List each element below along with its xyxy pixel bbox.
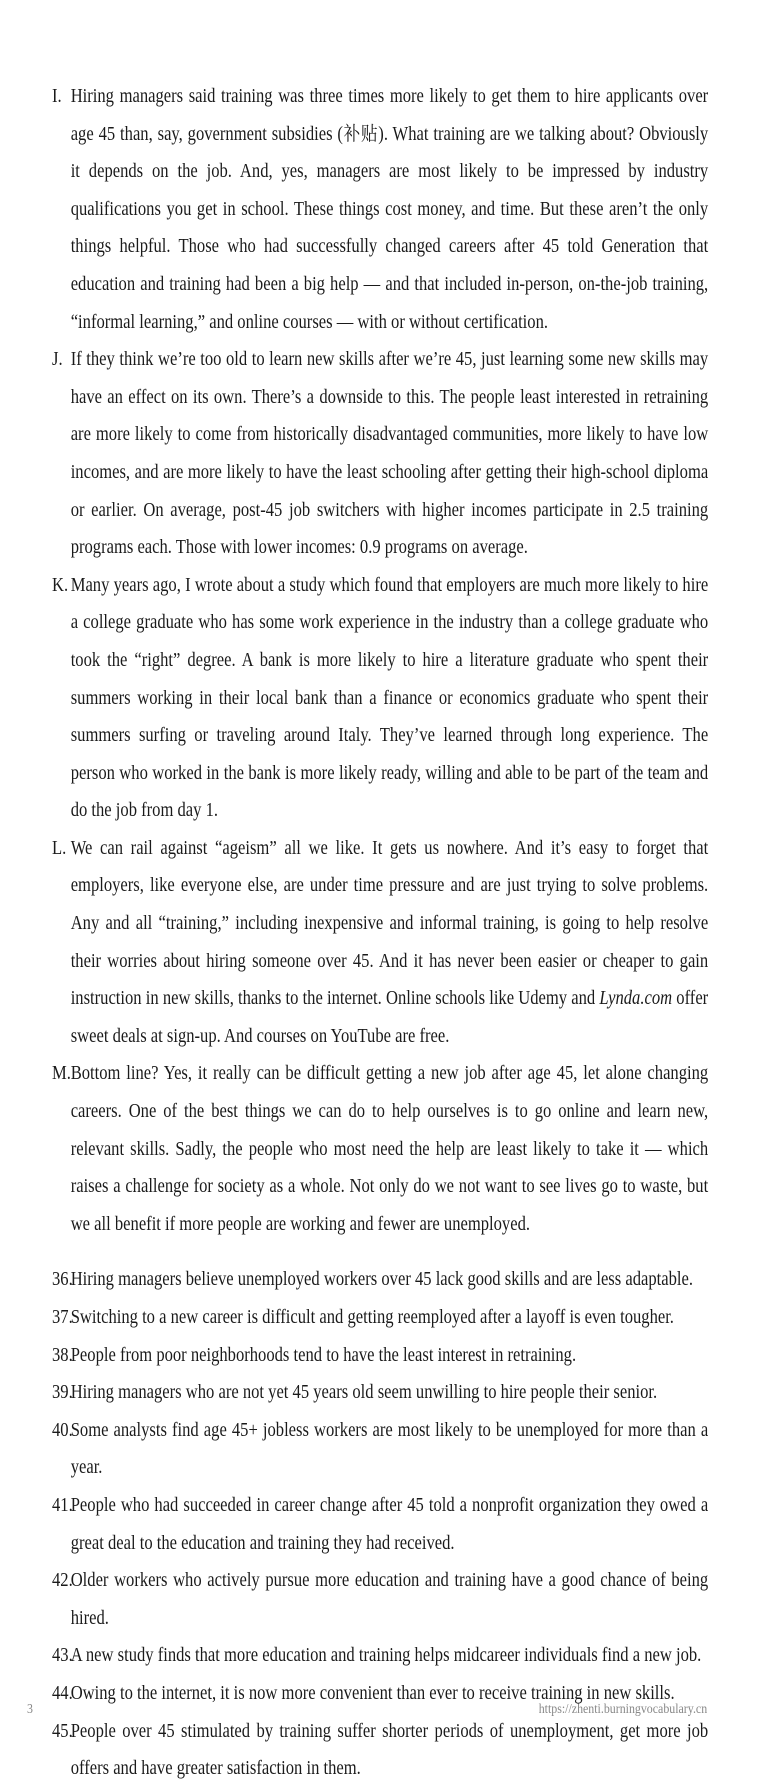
question-text: Switching to a new career is difficult and getting reemployed after a layoff is even tougher. xyxy=(70,1307,674,1328)
question-text: Hiring managers who are not yet 45 years old seem unwilling to hire people their senior. xyxy=(70,1382,658,1404)
paragraph-text-end: offer sweet deals at sign-up. And courses on YouTube are free. xyxy=(70,988,709,1047)
paragraph-l xyxy=(52,830,708,1056)
question-text: People over 45 stimulated by training suffer shorter periods of unemployment, get more job offers and have greater satisfaction in them. xyxy=(70,1720,709,1780)
question-text: People who had succeeded in career change after 45 told a nonprofit organization they owed a great deal to the education and training they had received. xyxy=(70,1494,709,1554)
question-text: People from poor neighborhoods tend to have the least interest in retraining. xyxy=(70,1344,577,1366)
question-number: 40. xyxy=(52,1419,73,1441)
question-item-38 xyxy=(52,1337,708,1375)
question-number: 42. xyxy=(52,1570,73,1592)
paragraph-label: L. xyxy=(52,837,67,859)
question-text: Some analysts find age 45+ jobless workers are most likely to be unemployed for more than a year. xyxy=(70,1419,709,1479)
paragraph-j xyxy=(52,341,708,567)
paragraph-label: J. xyxy=(52,349,63,371)
question-number: 37. xyxy=(52,1307,73,1328)
paragraph-text: Bottom line? Yes, it really can be difficult getting a new job after age 45, let alone changing careers. One of the best things we can do to help ourselves is to go online and learn new, relevant skills. Sadly, the people who most need the help are least likely to take it — which raises a challenge for society as a whole. Not only do we not want to see lives go to waste, but we all benefit if more people are working and fewer are unemployed. xyxy=(70,1063,709,1235)
page-number: 3 xyxy=(27,1702,33,1717)
question-text: Hiring managers believe unemployed workers over 45 lack good skills and are less adaptable. xyxy=(70,1269,693,1291)
italic-site-name: Lynda.com xyxy=(599,988,673,1010)
question-number: 41. xyxy=(52,1494,73,1516)
paragraph-text: Many years ago, I wrote about a study which found that employers are much more likely to hire a college graduate who has some work experience in the industry than a college graduate who took the “right” degree. A bank is more likely to hire a literature graduate who spent their summers working in their local bank than a finance or economics graduate who spent their summers surfing or traveling around Italy. They’ve learned through long experience. The person who worked in the bank is more likely ready, willing and able to be part of the team and do the job from day 1. xyxy=(70,574,709,822)
question-item-36 xyxy=(52,1261,708,1299)
paragraph-text xyxy=(71,838,709,1047)
paragraph-label: K. xyxy=(52,574,69,596)
question-item-45 xyxy=(52,1713,708,1788)
paragraph-text-start: We can rail against “ageism” all we like. It gets us nowhere. And it’s easy to forget that employers, like everyone else, are under time pressure and are just trying to solve problems. Any and all “training,” including inexpensive and informal training, is going to help resolve their worries about hiring someone over 45. And it has never been easier or cheaper to gain instruction in new skills, thanks to the internet. Online schools like Udemy and xyxy=(70,837,709,1010)
paragraph-i xyxy=(52,78,708,341)
question-text: Older workers who actively pursue more education and training have a good chance of being hired. xyxy=(70,1570,709,1629)
paragraph-text: Hiring managers said training was three times more likely to get them to hire applicants over age 45 than, say, government subsidies (补贴). What training are we talking about? Obviously it depends on the job. And, yes, managers are most likely to be impressed by industry qualifications you get in school. These things cost money, and time. But these aren’t the only things helpful. Those who had successfully changed careers after 45 told Generation that education and training had been a big help — and that included in-person, on-the-job training, “informal learning,” and online courses — with or without certification. xyxy=(70,86,709,333)
question-number: 36. xyxy=(52,1269,73,1291)
paragraph-label: M. xyxy=(52,1063,71,1085)
question-item-39 xyxy=(52,1374,708,1412)
question-item-42 xyxy=(52,1562,708,1637)
paragraph-text: If they think we’re too old to learn new skills after we’re 45, just learning some new skills may have an effect on its own. There’s a downside to this. The people least interested in retraining are more likely to come from historically disadvantaged communities, more likely to have low incomes, and are more likely to have the least schooling after getting their high-school diploma or earlier. On average, post-45 job switchers with higher incomes participate in 2.5 training programs each. Those with lower incomes: 0.9 programs on average. xyxy=(70,349,709,559)
question-number: 39. xyxy=(52,1382,73,1404)
question-number: 43. xyxy=(52,1645,73,1667)
paragraph-k xyxy=(52,567,708,830)
question-item-43 xyxy=(52,1637,708,1675)
paragraph-m xyxy=(52,1055,708,1243)
question-item-40 xyxy=(52,1412,708,1487)
question-number: 38. xyxy=(52,1344,73,1366)
question-item-37 xyxy=(52,1299,708,1337)
question-item-41 xyxy=(52,1487,708,1562)
question-text: Owing to the internet, it is now more convenient than ever to receive training in new skills. xyxy=(70,1682,675,1704)
question-text: A new study finds that more education and training helps midcareer individuals find a new job. xyxy=(70,1645,702,1667)
footer-url: https://zhenti.burningvocabulary.cn xyxy=(538,1702,707,1717)
paragraph-label: I. xyxy=(52,86,62,107)
question-number: 44. xyxy=(52,1682,73,1704)
question-number: 45. xyxy=(52,1720,73,1742)
